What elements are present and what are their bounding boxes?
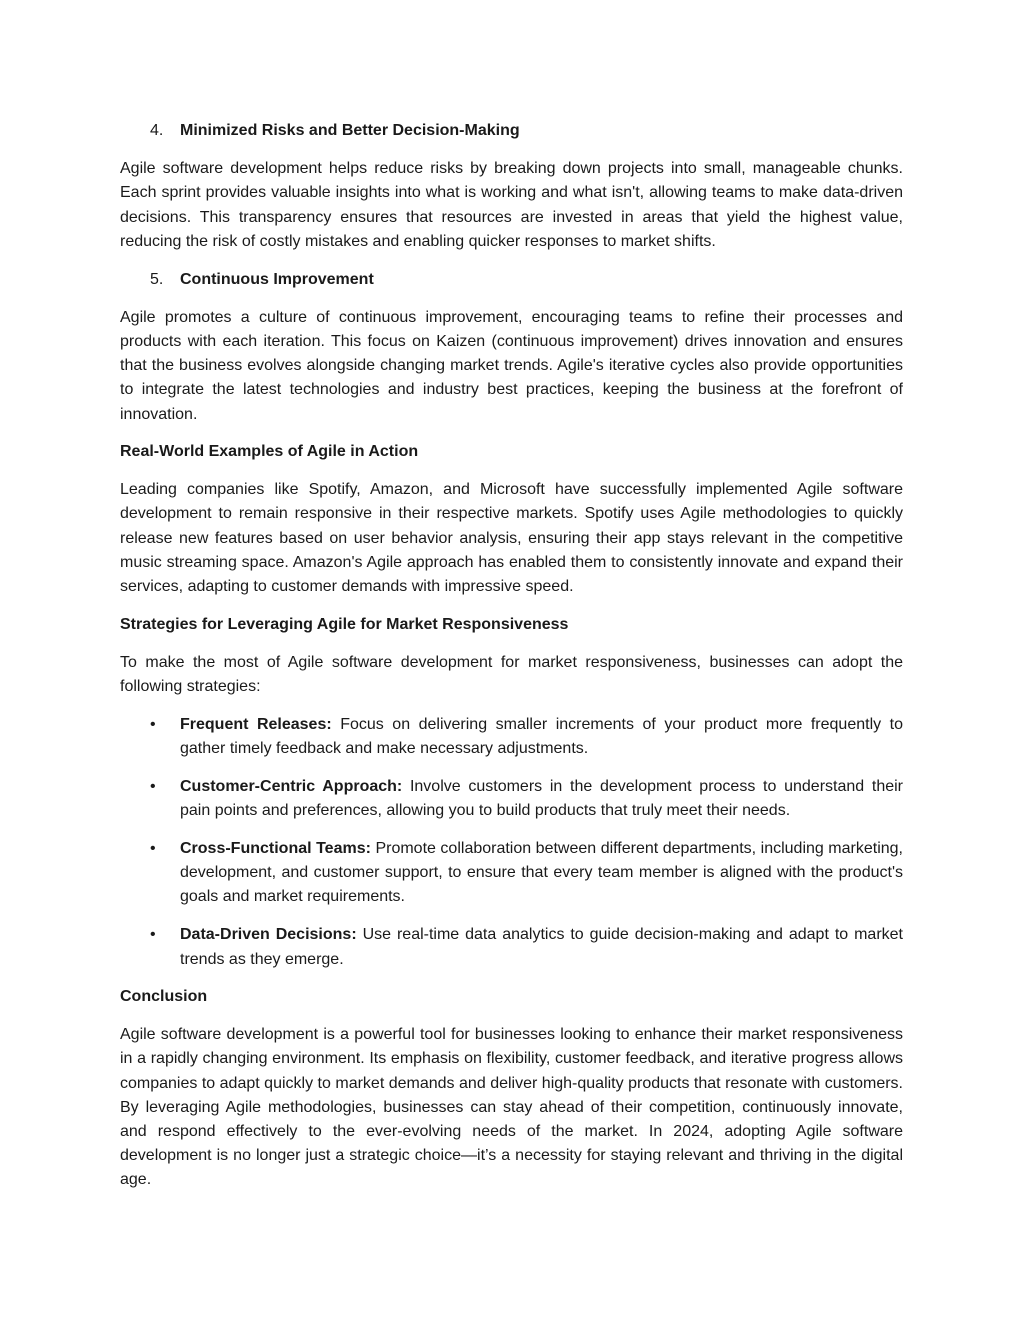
item-text: Use real-time data analytics to guide decision-making and adapt to market trends as they emerge. xyxy=(180,926,903,968)
item-label: Cross-Functional Teams: xyxy=(180,840,371,858)
item-text: Involve customers in the development process to understand their pain points and preferences, allowing you to build products that truly meet their needs. xyxy=(180,777,903,820)
bullet-icon: • xyxy=(150,777,156,795)
list-item xyxy=(120,837,903,910)
list-item xyxy=(120,713,903,761)
section-5-heading xyxy=(120,268,903,292)
bullet-icon: • xyxy=(150,715,156,733)
section-4-heading xyxy=(120,119,903,143)
paragraph-risks: Agile software development helps reduce risks by breaking down projects into small, manageable chunks. Each sprint provides valuable insights into what is working and what isn't, allowing teams to make data-driven decisions. This transparency ensures that resources are invested in areas that yield the highest value, reducing the risk of costly mistakes and enabling quicker responses to market shifts. xyxy=(120,160,903,250)
examples-heading: Real-World Examples of Agile in Action xyxy=(120,443,419,461)
list-number: 4. xyxy=(150,122,164,139)
paragraph-conclusion: Agile software development is a powerful tool for businesses looking to enhance their market responsiveness in a rapidly changing environment. Its emphasis on flexibility, customer feedback, and iterative progress allows companies to adapt quickly to market demands and deliver high-quality products that resonate with customers. By leveraging Agile methodologies, businesses can stay ahead of their competition, continuously innovate, and respond effectively to the ever-evolving needs of the market. In 2024, adopting Agile software development is no longer just a strategic choice—it’s a necessity for staying relevant and thriving in the digital age. xyxy=(120,1026,903,1189)
paragraph-strategies-intro: To make the most of Agile software development for market responsiveness, businesses can adopt the following strategies: xyxy=(120,653,903,695)
conclusion-heading: Conclusion xyxy=(120,988,208,1006)
item-label: Frequent Releases: xyxy=(180,715,332,733)
section-title: Minimized Risks and Better Decision-Making xyxy=(180,122,520,139)
item-label: Customer-Centric Approach: xyxy=(180,777,403,795)
item-label: Data-Driven Decisions: xyxy=(180,926,357,944)
document-body xyxy=(120,119,903,1206)
paragraph-examples: Leading companies like Spotify, Amazon, and Microsoft have successfully implemented Agile software development to remain responsive in their respective markets. Spotify uses Agile methodologies to quickly release new features based on user behavior analysis, ensuring their app stays relevant in the competitive music streaming space. Amazon's Agile approach has enabled them to consistently innovate and expand their services, adapting to customer demands with impressive speed. xyxy=(120,481,903,596)
list-item xyxy=(120,775,903,823)
paragraph-improvement: Agile promotes a culture of continuous improvement, encouraging teams to refine their processes and products with each iteration. This focus on Kaizen (continuous improvement) drives innovation and ensures that the business evolves alongside changing market trends. Agile's iterative cycles also provide opportunities to integrate the latest technologies and industry best practices, keeping the business at the forefront of innovation. xyxy=(120,308,903,423)
bullet-icon: • xyxy=(150,926,156,944)
item-text: Focus on delivering smaller increments of your product more frequently to gather timely feedback and make necessary adjustments. xyxy=(180,715,903,757)
strategies-list xyxy=(120,713,903,972)
section-title: Continuous Improvement xyxy=(180,270,374,288)
list-item xyxy=(120,923,903,971)
list-number: 5. xyxy=(150,270,164,288)
bullet-icon: • xyxy=(150,840,156,858)
item-text: Promote collaboration between different departments, including marketing, development, and customer support, to ensure that every team member is aligned with the product's goals and market requirements. xyxy=(180,840,904,906)
strategies-heading: Strategies for Leveraging Agile for Market Responsiveness xyxy=(120,615,569,633)
